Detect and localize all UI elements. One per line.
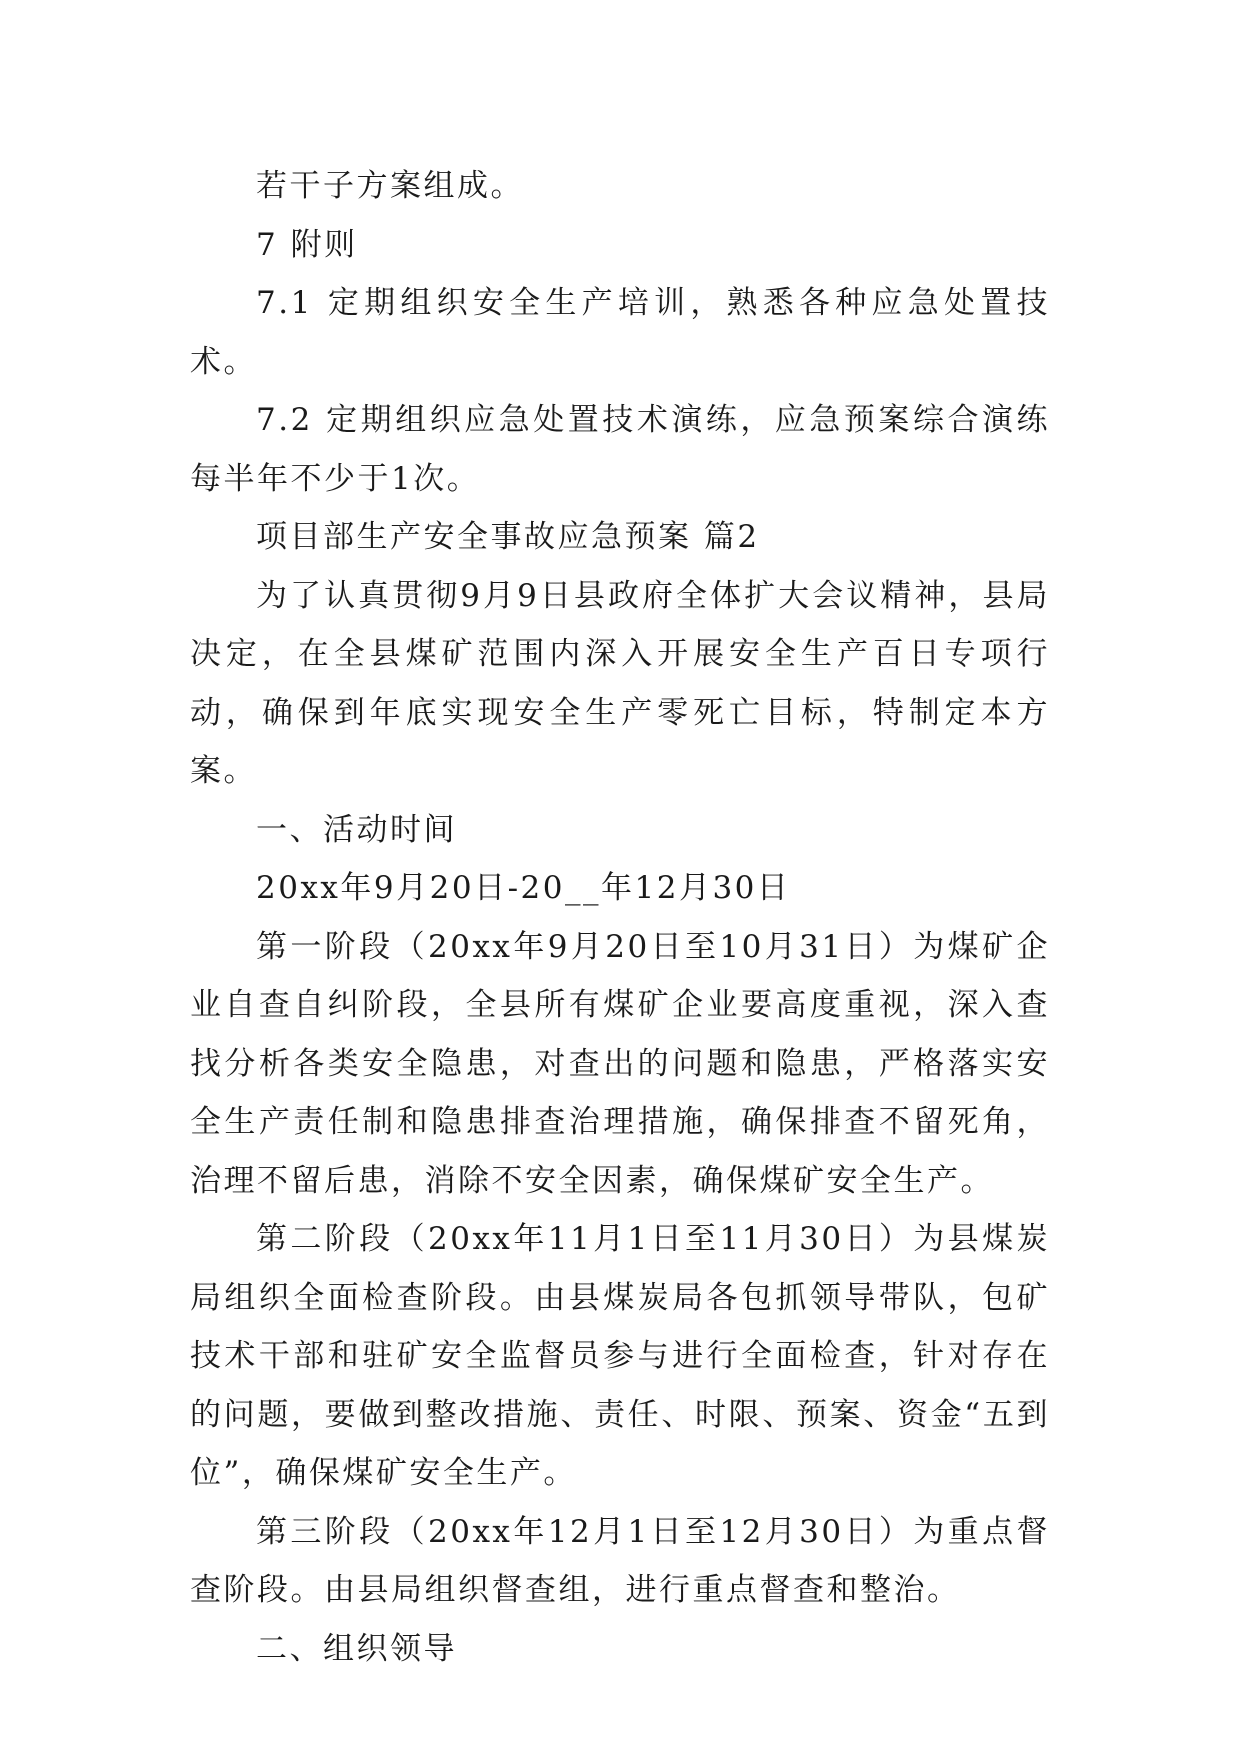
section-heading: 7 附则 [256, 226, 358, 263]
paragraph: 第一阶段（20xx年9月20日至10月31日）为煤矿企业自查自纠阶段，全县所有煤矿企业要高度重视，深入查找分析各类安全隐患，对查出的问题和隐患，严格落实安全生产责任制和隐患排查治理措施，确保排查不留死角，治理不留后患，消除不安全因素，确保煤矿安全生产。 [190, 928, 1050, 1199]
paragraph: 20xx年9月20日-20__年12月30日 [256, 870, 791, 906]
section-heading: 一、活动时间 [256, 811, 457, 848]
paragraph: 第二阶段（20xx年11月1日至11月30日）为县煤炭局组织全面检查阶段。由县煤炭局各包抓领导带队，包矿技术干部和驻矿安全监督员参与进行全面检查，针对存在的问题，要做到整改措施、责任、时限、预案、资金“五到位”，确保煤矿安全生产。 [190, 1221, 1050, 1491]
paragraph: 第三阶段（20xx年12月1日至12月30日）为重点督查阶段。由县局组织督查组，进行重点督查和整治。 [190, 1513, 1050, 1608]
section-heading: 二、组织领导 [256, 1630, 457, 1667]
document-body [190, 157, 1050, 1678]
paragraph: 若干子方案组成。 [256, 168, 524, 204]
paragraph: 为了认真贯彻9月9日县政府全体扩大会议精神，县局决定，在全县煤矿范围内深入开展安全生产百日专项行动，确保到年底实现安全生产零死亡目标，特制定本方案。 [190, 577, 1050, 789]
paragraph: 7.1 定期组织安全生产培训，熟悉各种应急处置技术。 [190, 285, 1050, 380]
paragraph: 7.2 定期组织应急处置技术演练，应急预案综合演练每半年不少于1次。 [190, 402, 1050, 497]
document-title: 项目部生产安全事故应急预案 篇2 [256, 519, 760, 555]
